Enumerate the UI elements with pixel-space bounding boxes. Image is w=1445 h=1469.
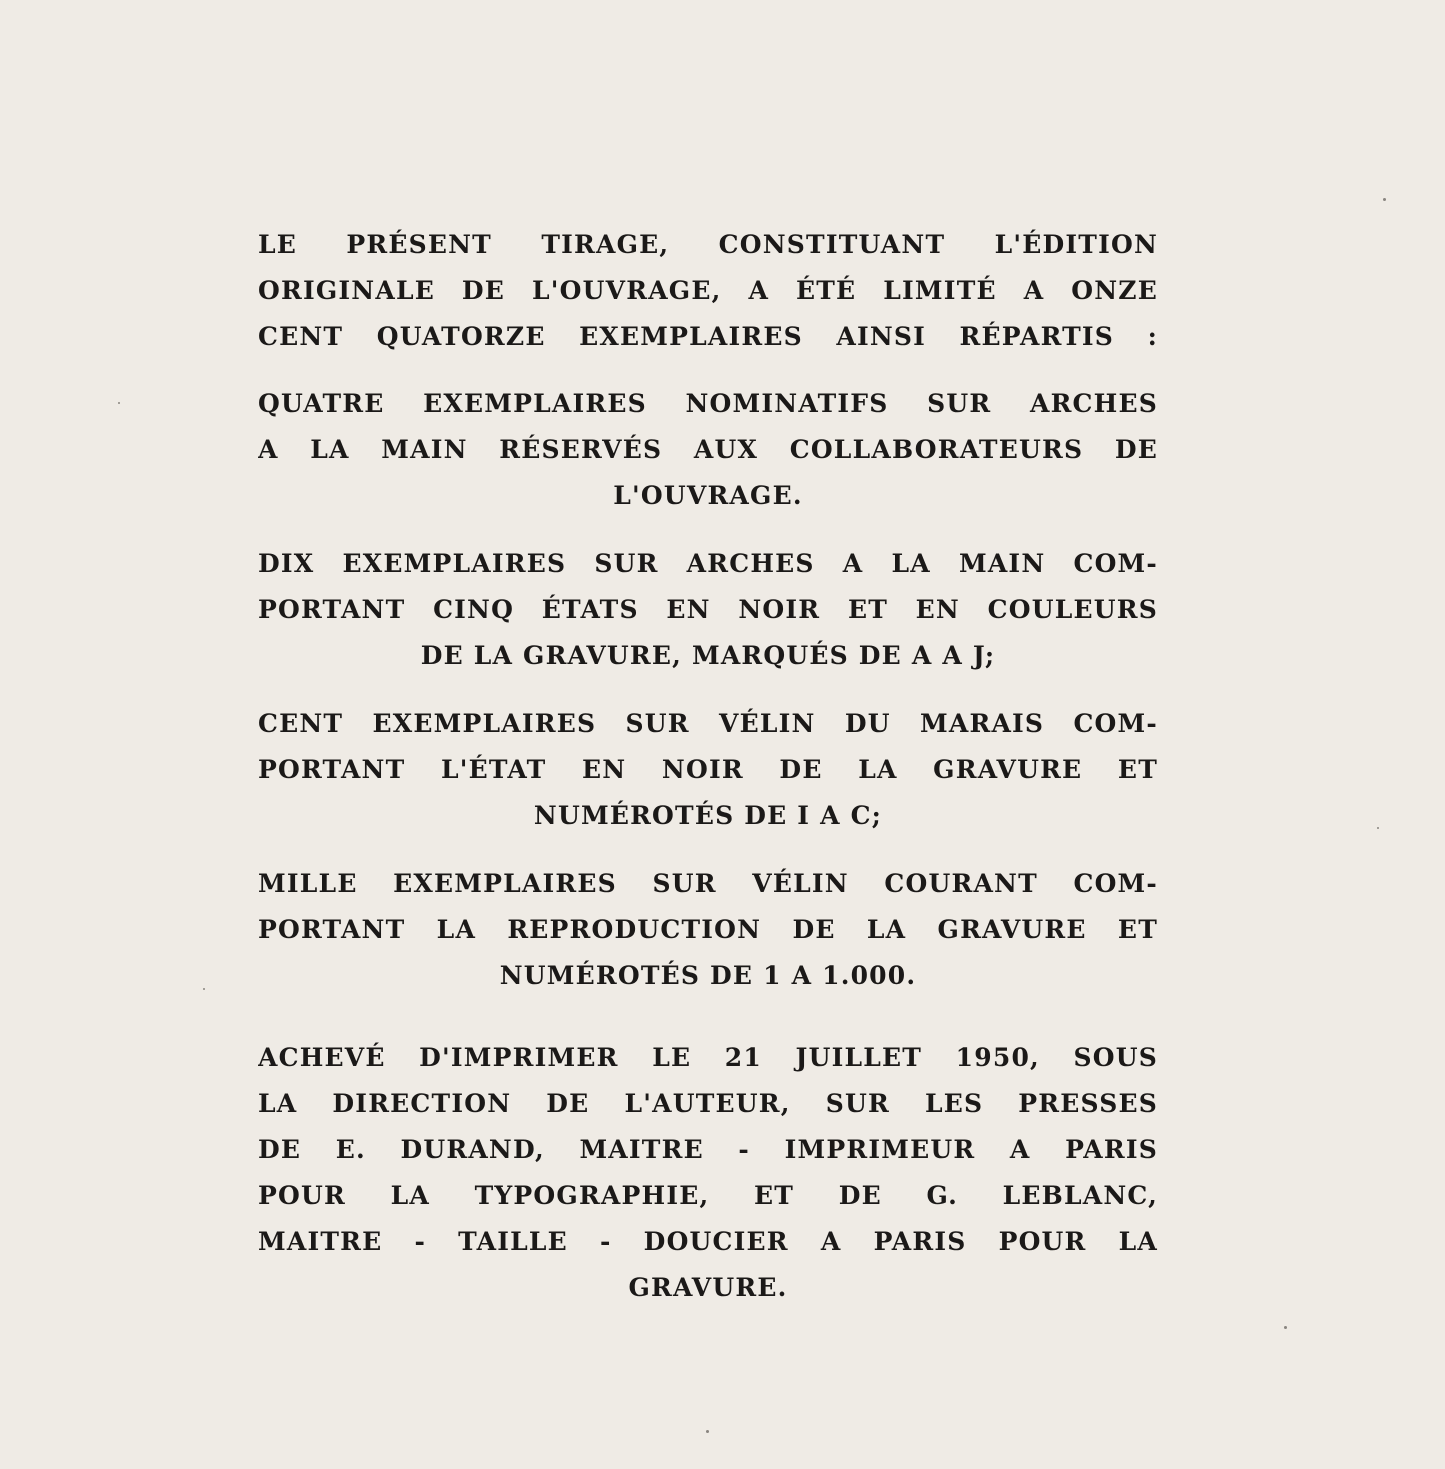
- text-line: NUMÉROTÉS DE I A C;: [533, 801, 883, 830]
- text-line: LA DIRECTION DE L'AUTEUR, SUR LES PRESSES: [258, 1089, 1158, 1118]
- paragraph-printing-statement: [258, 1035, 1158, 1311]
- text-line: LE PRÉSENT TIRAGE, CONSTITUANT L'ÉDITION: [258, 230, 1158, 259]
- text-line: PORTANT CINQ ÉTATS EN NOIR ET EN COULEURS: [258, 595, 1158, 624]
- text-line: DE LA GRAVURE, MARQUÉS DE A A J;: [420, 641, 996, 670]
- text-line: PORTANT LA REPRODUCTION DE LA GRAVURE ET: [258, 915, 1158, 944]
- paper-speck: [1284, 1326, 1287, 1329]
- text-line: GRAVURE.: [628, 1273, 788, 1302]
- text-line: PORTANT L'ÉTAT EN NOIR DE LA GRAVURE ET: [258, 755, 1158, 784]
- paper-speck: [1377, 827, 1379, 829]
- paragraph-arches-copies: [258, 541, 1158, 679]
- text-line: CENT EXEMPLAIRES SUR VÉLIN DU MARAIS COM-: [258, 709, 1158, 738]
- paper-speck: [203, 988, 205, 990]
- text-line: A LA MAIN RÉSERVÉS AUX COLLABORATEURS DE: [258, 435, 1158, 464]
- paragraph-nominative-copies: [258, 381, 1158, 519]
- text-line: DE E. DURAND, MAITRE - IMPRIMEUR A PARIS: [258, 1135, 1158, 1164]
- text-line: CENT QUATORZE EXEMPLAIRES AINSI RÉPARTIS :: [258, 322, 1158, 351]
- paragraph-edition-statement: [258, 222, 1158, 360]
- colophon: [258, 222, 1158, 1311]
- paragraph-courant-copies: [258, 861, 1158, 999]
- text-line: POUR LA TYPOGRAPHIE, ET DE G. LEBLANC,: [258, 1181, 1158, 1210]
- paper-speck: [1383, 198, 1386, 201]
- text-line: QUATRE EXEMPLAIRES NOMINATIFS SUR ARCHES: [258, 389, 1158, 418]
- paragraph-marais-copies: [258, 701, 1158, 839]
- paper-speck: [118, 402, 120, 404]
- text-line: ORIGINALE DE L'OUVRAGE, A ÉTÉ LIMITÉ A ONZE: [258, 276, 1158, 305]
- text-line: ACHEVÉ D'IMPRIMER LE 21 JUILLET 1950, SOUS: [258, 1043, 1158, 1072]
- text-line: L'OUVRAGE.: [613, 481, 803, 510]
- text-line: NUMÉROTÉS DE 1 A 1.000.: [499, 961, 917, 990]
- text-line: MILLE EXEMPLAIRES SUR VÉLIN COURANT COM-: [258, 869, 1158, 898]
- paper-speck: [706, 1430, 709, 1433]
- text-line: DIX EXEMPLAIRES SUR ARCHES A LA MAIN COM-: [258, 549, 1158, 578]
- text-line: MAITRE - TAILLE - DOUCIER A PARIS POUR LA: [258, 1227, 1158, 1256]
